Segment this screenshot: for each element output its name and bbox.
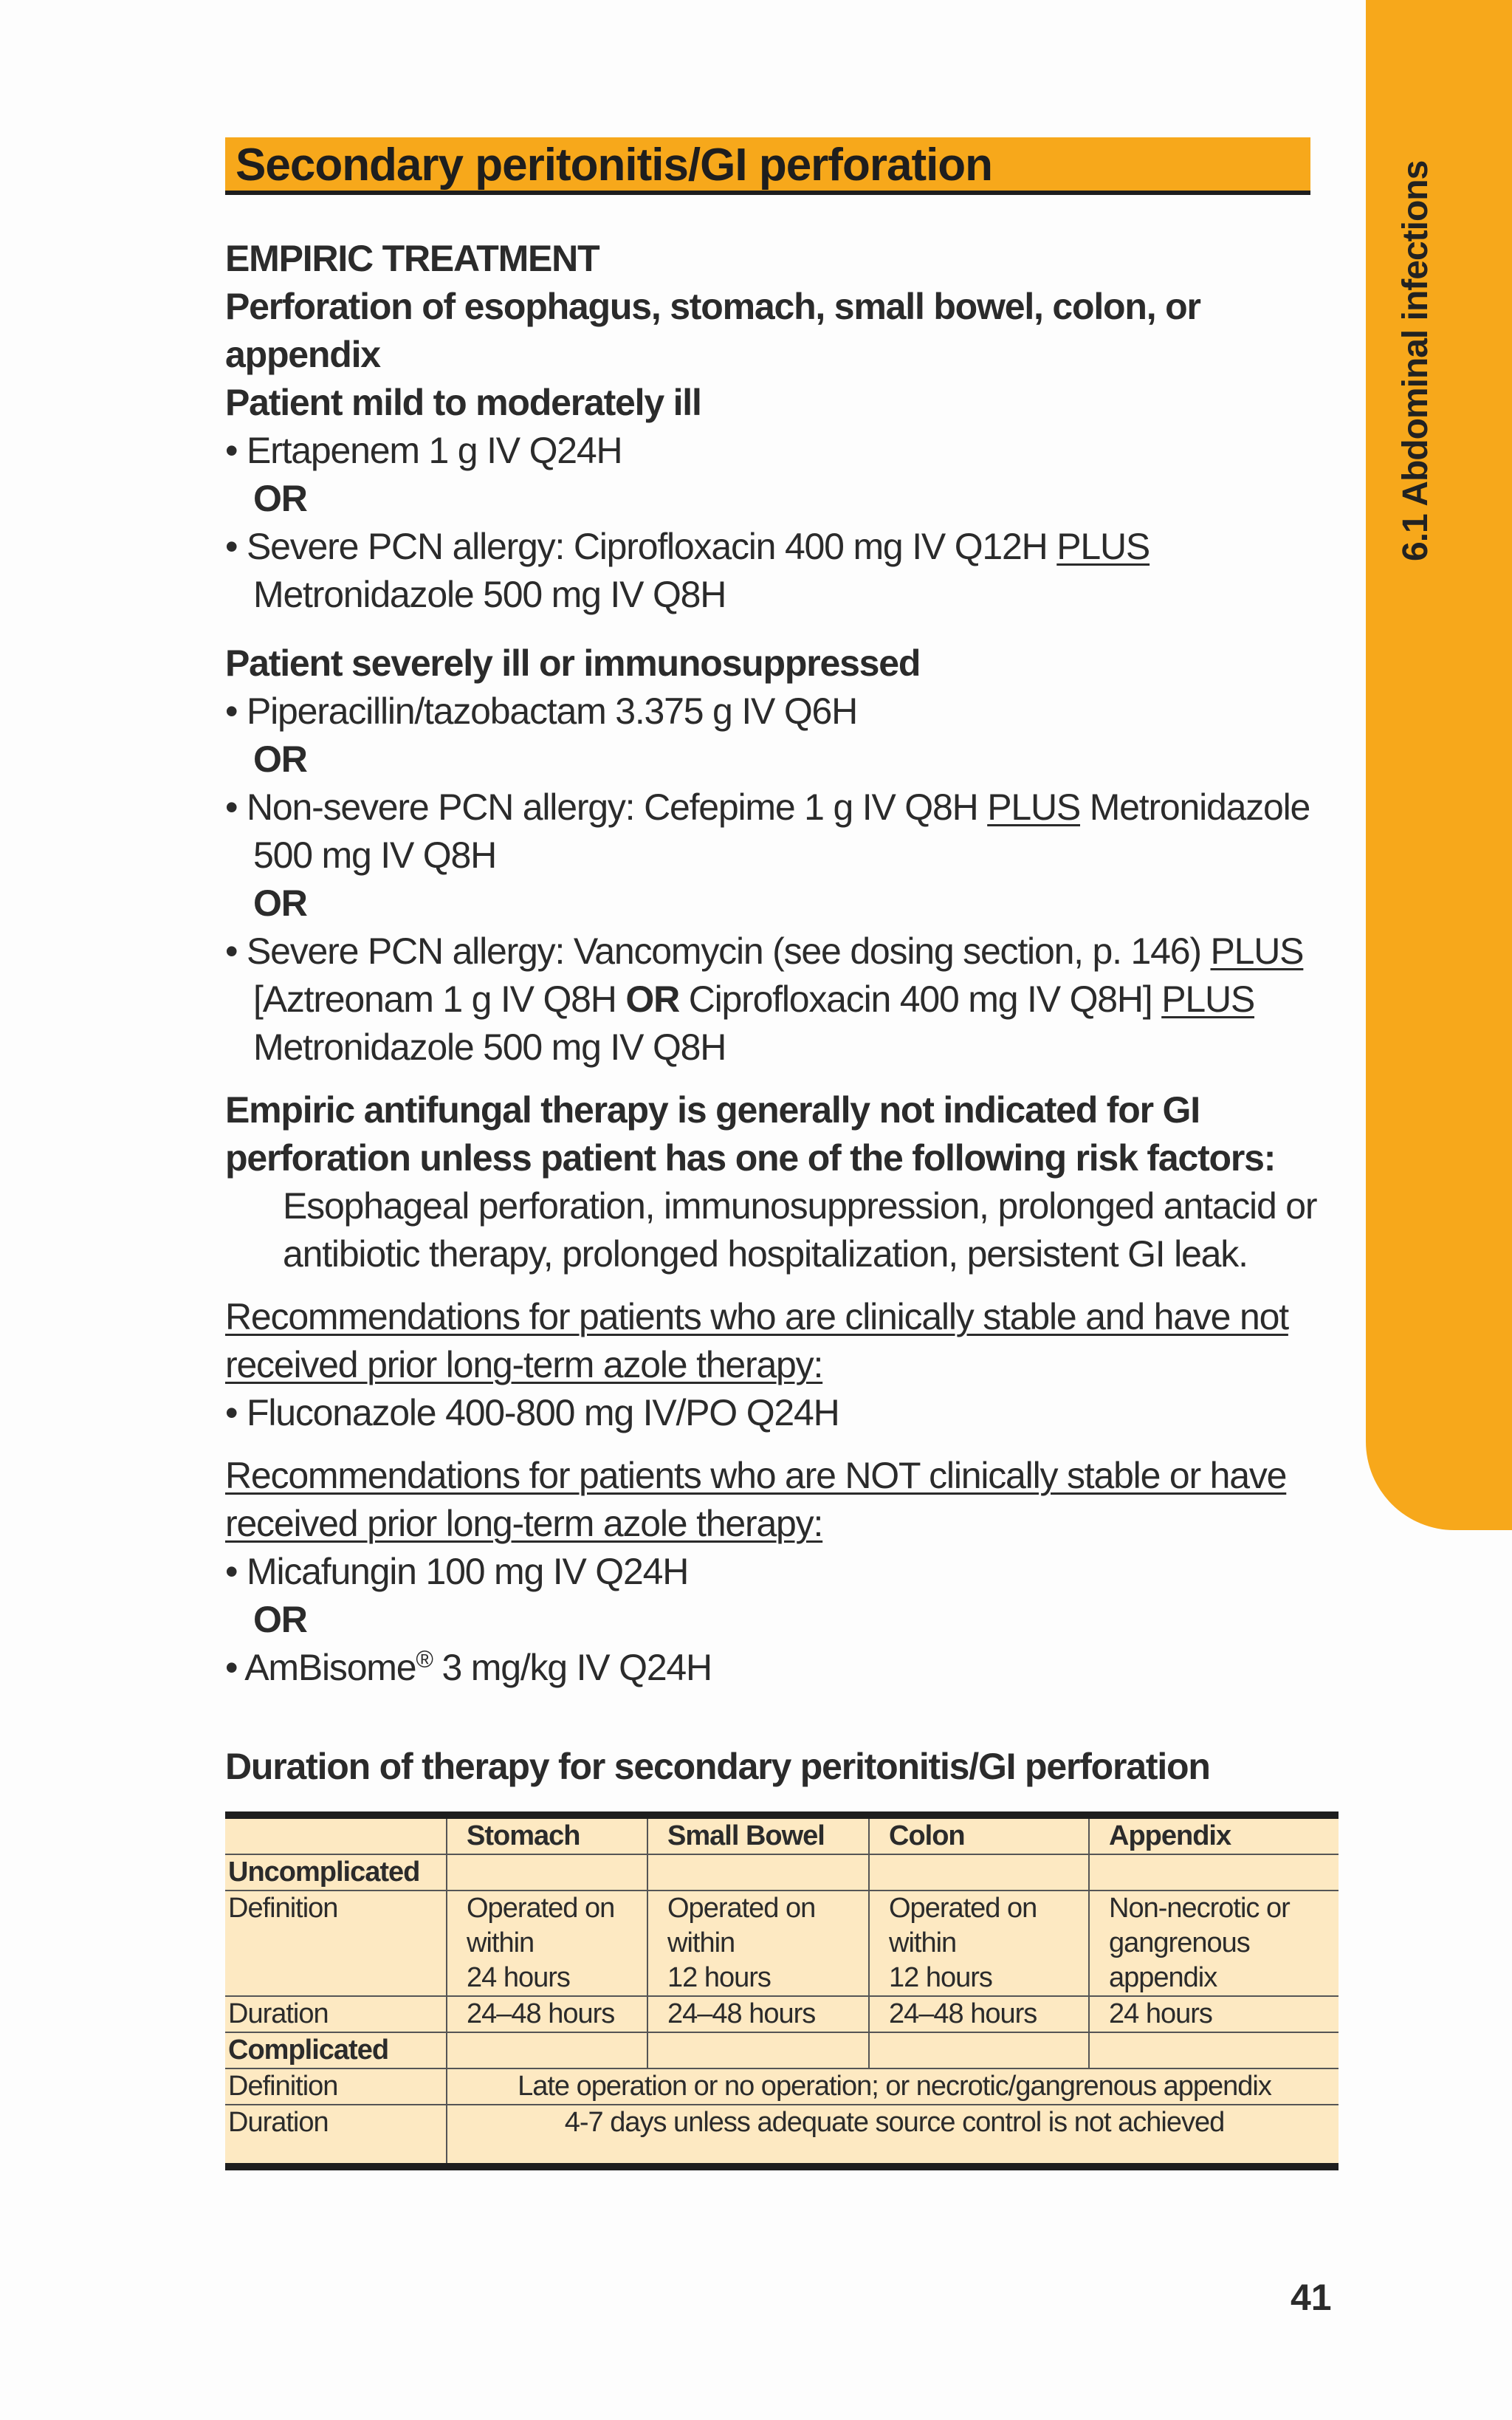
table-row-complicated-duration [225, 2105, 1339, 2167]
complicated-definition-cell: Late operation or no operation; or necrotic/gangrenous appendix [447, 2068, 1339, 2105]
row-label-definition: Definition [225, 1891, 447, 1996]
severe-item-piptazo: • Piperacillin/tazobactam 3.375 g IV Q6H [225, 690, 858, 732]
cell-line: gangrenous [1109, 1927, 1250, 1958]
plus-connector: PLUS [987, 786, 1081, 828]
row-label-duration: Duration [225, 1996, 447, 2032]
plus-connector: PLUS [1210, 930, 1304, 972]
definition-cell-colon [869, 1891, 1089, 1996]
cell-line: appendix [1109, 1962, 1217, 1993]
item-text: Ciprofloxacin 400 mg IV Q8H] [679, 978, 1162, 1020]
severe-item-cefepime [225, 784, 1333, 832]
or-connector: OR [253, 738, 307, 780]
antifungal-heading: Empiric antifungal therapy is generally not indicated for GI perforation unless patient has one of the following risk factors: [225, 1089, 1276, 1179]
plus-connector: PLUS [1056, 526, 1150, 567]
column-header-stomach: Stomach [447, 1815, 647, 1854]
perforation-subheading: Perforation of esophagus, stomach, small bowel, colon, or appendix [225, 286, 1200, 375]
cell-line: within [889, 1927, 957, 1958]
item-text: [Aztreonam 1 g IV Q8H [253, 978, 626, 1020]
row-label-uncomplicated: Uncomplicated [225, 1854, 447, 1891]
severe-item-vancomycin-line2 [225, 976, 1333, 1024]
cell-line: 12 hours [889, 1962, 992, 1993]
spacer [225, 1278, 1333, 1293]
table-cell [869, 1854, 1089, 1891]
stable-recommendation-heading [225, 1293, 1296, 1389]
section-tab-label: 6.1 Abdominal infections [1396, 160, 1435, 561]
mild-item-ertapenem: • Ertapenem 1 g IV Q24H [225, 430, 622, 471]
row-label-complicated: Complicated [225, 2032, 447, 2068]
stable-heading-text: Recommendations for patients who are clinically stable and have not received prior long-term azole therapy: [225, 1296, 1288, 1385]
empiric-heading: EMPIRIC TREATMENT [225, 238, 599, 279]
item-text: • Severe PCN allergy: Ciprofloxacin 400 mg IV Q12H [225, 526, 1057, 567]
table-cell [869, 2032, 1089, 2068]
severe-item-vancomycin [225, 928, 1333, 976]
severe-item-vancomycin-line3: Metronidazole 500 mg IV Q8H [253, 1026, 726, 1068]
complicated-duration-cell: 4-7 days unless adequate source control is not achieved [447, 2105, 1339, 2167]
cell-line: within [667, 1927, 735, 1958]
table-header-row [225, 1815, 1339, 1854]
item-text: 3 mg/kg IV Q24H [432, 1647, 712, 1688]
cell-line: Operated on [889, 1893, 1037, 1924]
table-row-complicated-definition [225, 2068, 1339, 2105]
ambisome-item [225, 1644, 1333, 1692]
table-row-complicated [225, 2032, 1339, 2068]
item-text: Metronidazole [1080, 786, 1310, 828]
or-connector: OR [253, 478, 307, 519]
table-cell [1089, 2032, 1339, 2068]
plus-connector: PLUS [1161, 978, 1255, 1020]
item-text: • AmBisome [225, 1647, 416, 1688]
or-connector: OR [625, 978, 679, 1020]
registered-mark: ® [416, 1645, 433, 1673]
cell-line: within [467, 1927, 535, 1958]
duration-table-title: Duration of therapy for secondary peritonitis/GI perforation [225, 1746, 1210, 1787]
main-content [225, 235, 1333, 1692]
mild-item-cipro-cont: Metronidazole 500 mg IV Q8H [253, 574, 726, 615]
cell-line: 24 hours [467, 1962, 570, 1993]
item-text: • Non-severe PCN allergy: Cefepime 1 g IV Q8H [225, 786, 988, 828]
unstable-recommendation-heading [225, 1452, 1296, 1548]
duration-cell-small-bowel: 24–48 hours [647, 1996, 869, 2032]
cell-line: Operated on [667, 1893, 816, 1924]
row-label-duration: Duration [225, 2105, 447, 2167]
spacer [225, 1072, 1333, 1086]
column-header-small-bowel: Small Bowel [647, 1815, 869, 1854]
column-header-appendix: Appendix [1089, 1815, 1339, 1854]
table-cell [647, 2032, 869, 2068]
table-cell [647, 1854, 869, 1891]
row-label-definition: Definition [225, 2068, 447, 2105]
duration-cell-appendix: 24 hours [1089, 1996, 1339, 2032]
table-cell [1089, 1854, 1339, 1891]
cell-line: Operated on [467, 1893, 615, 1924]
table-row-uncomplicated-duration [225, 1996, 1339, 2032]
duration-cell-colon: 24–48 hours [869, 1996, 1089, 2032]
micafungin-item: • Micafungin 100 mg IV Q24H [225, 1551, 689, 1592]
table-row-uncomplicated-definition [225, 1891, 1339, 1996]
spacer [225, 1437, 1333, 1452]
table-cell [447, 2032, 647, 2068]
definition-cell-stomach [447, 1891, 647, 1996]
fluconazole-item: • Fluconazole 400-800 mg IV/PO Q24H [225, 1392, 839, 1433]
duration-table [225, 1811, 1339, 2170]
spacer [225, 619, 1333, 640]
antifungal-risk-factors: Esophageal perforation, immunosuppression, prolonged antacid or antibiotic therapy, prolonged hospitalization, persistent GI leak. [283, 1185, 1317, 1275]
definition-cell-small-bowel [647, 1891, 869, 1996]
definition-cell-appendix [1089, 1891, 1339, 1996]
unstable-heading-text: Recommendations for patients who are NOT clinically stable or have received prior long-term azole therapy: [225, 1455, 1287, 1544]
duration-cell-stomach: 24–48 hours [447, 1996, 647, 2032]
cell-line: 12 hours [667, 1962, 771, 1993]
or-connector: OR [253, 882, 307, 924]
table-cell [447, 1854, 647, 1891]
mild-heading: Patient mild to moderately ill [225, 382, 701, 423]
table-corner-cell [225, 1815, 447, 1854]
severe-item-cefepime-cont: 500 mg IV Q8H [253, 834, 497, 876]
section-tab [1366, 0, 1512, 1530]
page-number: 41 [1291, 2277, 1332, 2318]
item-text: • Severe PCN allergy: Vancomycin (see dosing section, p. 146) [225, 930, 1211, 972]
cell-line: Non-necrotic or [1109, 1893, 1290, 1924]
or-connector: OR [253, 1599, 307, 1640]
mild-item-cipro [225, 523, 1333, 571]
page-title: Secondary peritonitis/GI perforation [225, 137, 1310, 195]
column-header-colon: Colon [869, 1815, 1089, 1854]
table-row-uncomplicated [225, 1854, 1339, 1891]
severe-heading: Patient severely ill or immunosuppressed [225, 642, 921, 684]
